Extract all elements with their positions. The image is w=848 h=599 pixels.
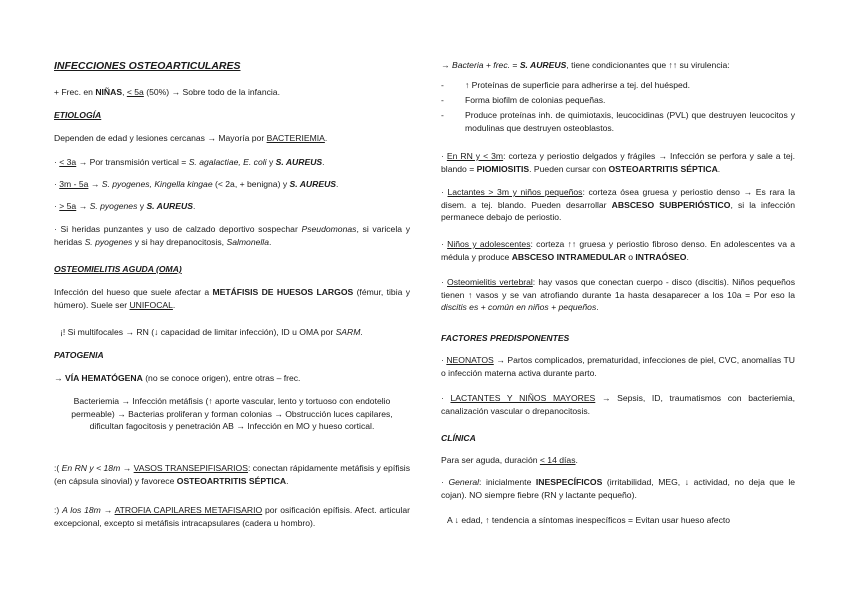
etiologia-intro: Dependen de edad y lesiones cercanas → Mayoría por BACTERIEMIA.	[54, 133, 328, 143]
rn-corteza-paragraph: · En RN y < 3m: corteza y periostio delgados y frágiles → Infección se perfora y sale a tej. blando = PIOMIOSITIS. Pueden cursar con OSTEOARTRITIS SÉPTICA.	[441, 151, 795, 174]
aguda-line: Para ser aguda, duración < 14 días.	[441, 455, 578, 465]
frequency-line: + Frec. en NIÑAS, < 5a (50%) → Sobre todo de la infancia.	[54, 87, 280, 97]
s-aureus-line: → Bacteria + frec. = S. AUREUS, tiene condicionantes que ↑↑ su virulencia:	[441, 60, 730, 70]
oma-definition: Infección del hueso que suele afectar a METÁFISIS DE HUESOS LARGOS (fémur, tibia y húmero). Suele ser UNIFOCAL.	[54, 287, 411, 310]
etiologia-item-gt5a: · > 5a → S. pyogenes y S. AUREUS.	[54, 201, 196, 211]
rn-vasos-paragraph: :( En RN y < 18m → VASOS TRANSEPIFISARIOS: conectan rápidamente metáfisis y epífisis (en cápsula sinovial) y favorece OSTEOARTRITIS SÉPTICA.	[54, 463, 411, 486]
via-hematogena-line: → VÍA HEMATÓGENA (no se conoce origen), entre otras – frec.	[54, 373, 301, 383]
virulence-item: - Produce proteínas inh. de quimiotaxis, leucocidinas (PVL) que destruyen leucocitos y modulinas que destruyen osteoblastos.	[441, 110, 795, 133]
etiologia-item-lt3a: · < 3a → Por transmisión vertical = S. agalactiae, E. coli y S. AUREUS.	[54, 157, 325, 167]
lactantes-mayores-paragraph: · LACTANTES Y NIÑOS MAYORES → Sepsis, ID, traumatismos con bacteriemia, canalización vascular o drepanocitosis.	[441, 393, 795, 416]
etiologia-heading: ETIOLOGÍA	[54, 110, 102, 120]
etiologia-item-heridas: · Si heridas punzantes y uso de calzado deportivo sospechar Pseudomonas, si varicela y heridas S. pyogenes y si hay drepanocitosis, Salmonella.	[54, 224, 410, 247]
virulence-item: - Forma biofilm de colonias pequeñas.	[441, 95, 606, 105]
oma-heading: OSTEOMIELITIS AGUDA (OMA)	[54, 264, 182, 274]
edad-line: A ↓ edad, ↑ tendencia a síntomas inespecíficos = Evitan usar hueso afecto	[447, 515, 731, 525]
oma-multifocal-note: ¡! Si multifocales → RN (↓ capacidad de limitar infección), ID u OMA por SARM.	[60, 327, 363, 337]
factores-heading: FACTORES PREDISPONENTES	[441, 333, 570, 343]
virulence-item: - ↑ Proteínas de superficie para adherirse a tej. del huésped.	[441, 80, 691, 90]
document-title: INFECCIONES OSTEOARTICULARES	[54, 60, 241, 72]
lactantes-paragraph: · Lactantes > 3m y niños pequeños: corteza ósea gruesa y periostio denso → Es rara la disem. a tej. blando. Pueden desarrollar ABSCESO SUBPERIÓSTICO, si la infección permanece debajo de periostio.	[441, 187, 795, 223]
ninos-adolescentes-paragraph: · Niños y adolescentes: corteza ↑↑ gruesa y periostio fibroso denso. En adolescentes va a médula y produce ABSCESO INTRAMEDULAR o INTRAÓSEO.	[441, 239, 796, 262]
clinica-heading: CLÍNICA	[441, 433, 476, 443]
neonatos-paragraph: · NEONATOS → Partos complicados, prematuridad, infecciones de piel, CVC, anomalías TU o infección materna activa durante parto.	[441, 355, 795, 378]
bacteriemia-paragraph: Bacteriemia → Infección metáfisis (↑ aporte vascular, lento y tortuoso con endotelio permeable) → Bacterias proliferan y forman colonias → Obstrucción luces capilares, dificultan fagocitosis y penetración AB → Infección en MO y hueso cortical.	[71, 396, 393, 432]
atrofia-paragraph: :) A los 18m → ATROFIA CAPILARES METAFISARIO por osificación epífisis. Afect. articular excepcional, excepto si metáfisis intracapsulares (cadera u hombro).	[54, 505, 410, 528]
patogenia-heading: PATOGENIA	[54, 350, 104, 360]
osteomielitis-vertebral-paragraph: · Osteomielitis vertebral: hay vasos que conectan cuerpo - disco (discitis). Niños pequeños tienen ↑ vasos y se van atrofiando durante 1a hasta desaparecer a los 10a = Por eso la discitis es + común en niños + pequeños.	[441, 277, 796, 313]
etiologia-item-3m-5a: · 3m - 5a → S. pyogenes, Kingella kingae (< 2a, + benigna) y S. AUREUS.	[54, 179, 339, 189]
general-paragraph: · General: inicialmente INESPECÍFICOS (irritabilidad, MEG, ↓ actividad, no deja que le cojan). NO siempre fiebre (RN y lactante pequeño).	[441, 477, 796, 500]
